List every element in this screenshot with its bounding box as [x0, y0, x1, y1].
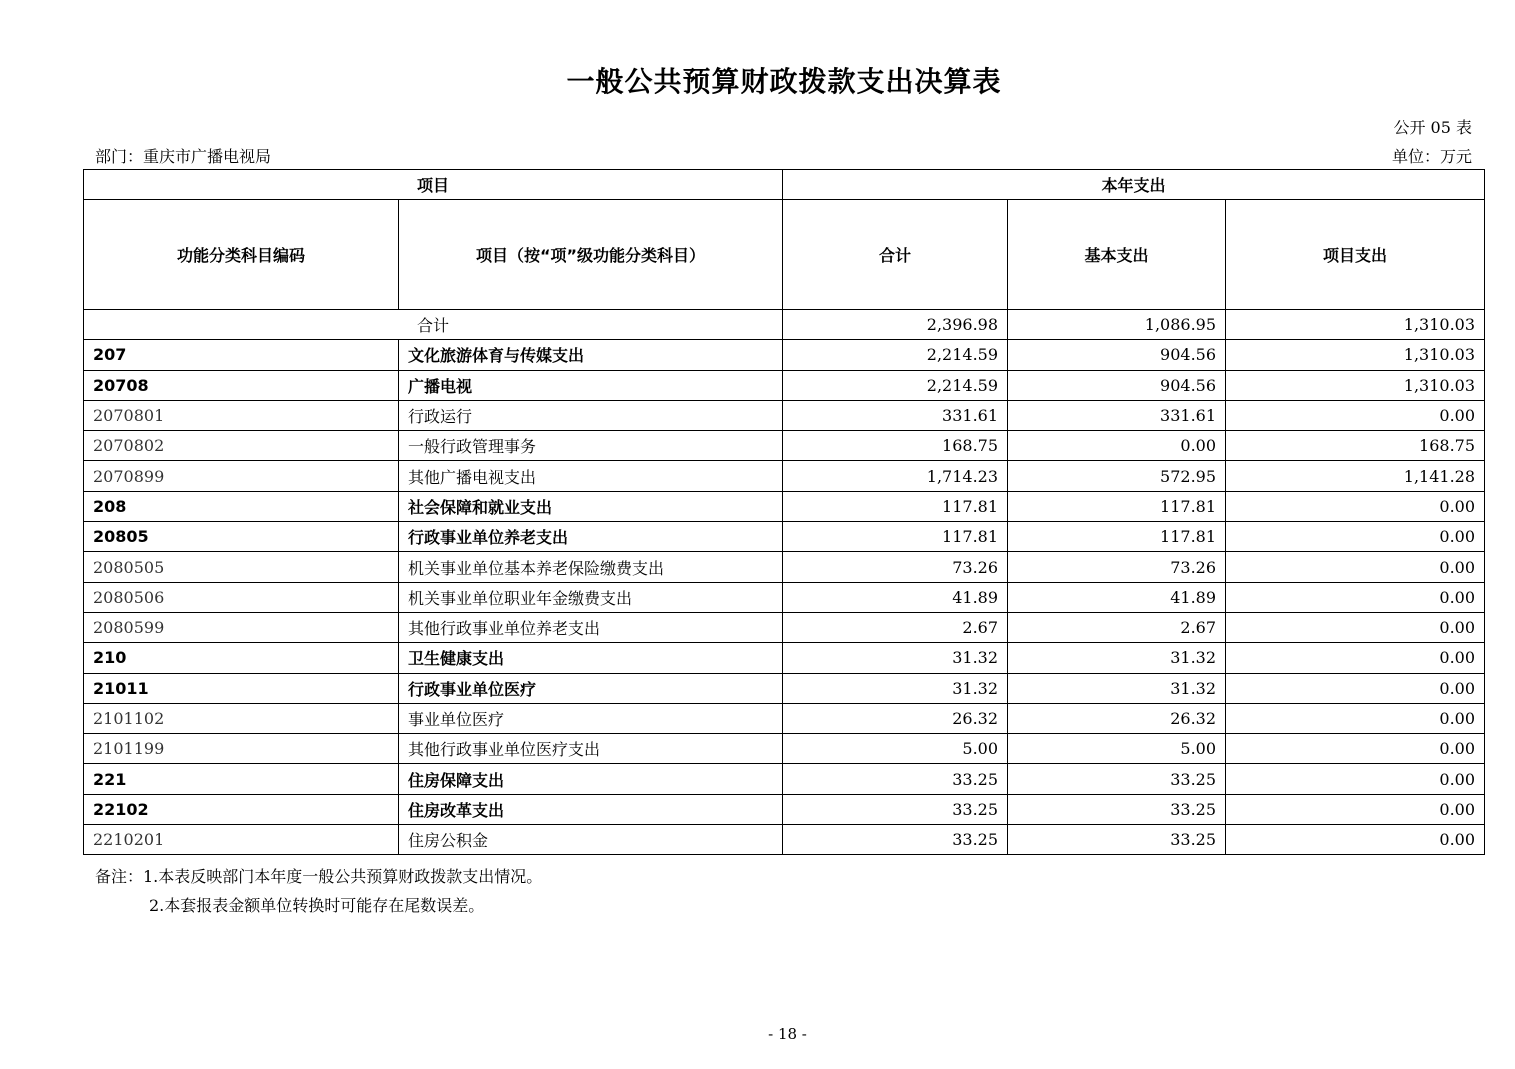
row-project: 0.00	[1226, 794, 1485, 824]
row-name: 其他行政事业单位医疗支出	[399, 734, 783, 764]
table-row	[84, 794, 1485, 824]
table-row	[84, 491, 1485, 521]
table-row	[84, 400, 1485, 430]
total-row	[84, 310, 1485, 340]
row-code: 2070899	[84, 461, 399, 491]
row-total: 117.81	[783, 522, 1008, 552]
total-sum: 2,396.98	[783, 310, 1008, 340]
row-basic: 41.89	[1008, 582, 1226, 612]
row-name: 机关事业单位职业年金缴费支出	[399, 582, 783, 612]
table-row	[84, 825, 1485, 855]
header-code: 功能分类科目编码	[84, 200, 399, 310]
row-basic: 5.00	[1008, 734, 1226, 764]
table-row	[84, 552, 1485, 582]
row-total: 2,214.59	[783, 340, 1008, 370]
row-project: 1,310.03	[1226, 340, 1485, 370]
row-name: 住房公积金	[399, 825, 783, 855]
table-row	[84, 431, 1485, 461]
row-code: 20708	[84, 370, 399, 400]
row-code: 21011	[84, 673, 399, 703]
row-total: 41.89	[783, 582, 1008, 612]
row-code: 2080599	[84, 612, 399, 642]
row-basic: 33.25	[1008, 825, 1226, 855]
row-total: 168.75	[783, 431, 1008, 461]
row-total: 33.25	[783, 825, 1008, 855]
row-code: 208	[84, 491, 399, 521]
row-total: 331.61	[783, 400, 1008, 430]
row-project: 0.00	[1226, 400, 1485, 430]
row-basic: 26.32	[1008, 703, 1226, 733]
header-name: 项目（按“项”级功能分类科目）	[399, 200, 783, 310]
row-total: 5.00	[783, 734, 1008, 764]
row-name: 其他行政事业单位养老支出	[399, 612, 783, 642]
row-total: 2.67	[783, 612, 1008, 642]
row-basic: 572.95	[1008, 461, 1226, 491]
total-project: 1,310.03	[1226, 310, 1485, 340]
row-code: 2101199	[84, 734, 399, 764]
expenditure-table	[83, 169, 1485, 855]
row-project: 1,310.03	[1226, 370, 1485, 400]
row-name: 文化旅游体育与传媒支出	[399, 340, 783, 370]
header-project: 项目	[84, 170, 783, 200]
table-row	[84, 703, 1485, 733]
header-basic: 基本支出	[1008, 200, 1226, 310]
row-project: 0.00	[1226, 734, 1485, 764]
row-total: 117.81	[783, 491, 1008, 521]
row-basic: 117.81	[1008, 491, 1226, 521]
row-project: 0.00	[1226, 612, 1485, 642]
row-basic: 117.81	[1008, 522, 1226, 552]
row-basic: 33.25	[1008, 794, 1226, 824]
row-basic: 33.25	[1008, 764, 1226, 794]
row-basic: 0.00	[1008, 431, 1226, 461]
row-code: 2080506	[84, 582, 399, 612]
row-code: 207	[84, 340, 399, 370]
row-name: 行政事业单位医疗	[399, 673, 783, 703]
row-project: 168.75	[1226, 431, 1485, 461]
row-basic: 31.32	[1008, 643, 1226, 673]
table-row	[84, 340, 1485, 370]
row-project: 0.00	[1226, 643, 1485, 673]
row-project: 0.00	[1226, 703, 1485, 733]
row-name: 住房保障支出	[399, 764, 783, 794]
table-row	[84, 734, 1485, 764]
row-code: 22102	[84, 794, 399, 824]
table-row	[84, 370, 1485, 400]
row-code: 2070802	[84, 431, 399, 461]
row-basic: 73.26	[1008, 552, 1226, 582]
row-code: 221	[84, 764, 399, 794]
row-project: 0.00	[1226, 673, 1485, 703]
row-code: 20805	[84, 522, 399, 552]
page-number: - 18 -	[768, 1025, 807, 1043]
row-code: 210	[84, 643, 399, 673]
form-number: 公开 05 表	[1393, 118, 1472, 137]
department-label: 部门：重庆市广播电视局	[95, 147, 272, 166]
table-row	[84, 673, 1485, 703]
row-project: 0.00	[1226, 582, 1485, 612]
row-name: 事业单位医疗	[399, 703, 783, 733]
row-basic: 904.56	[1008, 370, 1226, 400]
table-row	[84, 522, 1485, 552]
row-name: 机关事业单位基本养老保险缴费支出	[399, 552, 783, 582]
row-total: 31.32	[783, 643, 1008, 673]
row-name: 行政事业单位养老支出	[399, 522, 783, 552]
row-basic: 331.61	[1008, 400, 1226, 430]
row-basic: 904.56	[1008, 340, 1226, 370]
header-total: 合计	[783, 200, 1008, 310]
total-label: 合计	[84, 310, 783, 340]
notes	[95, 862, 542, 920]
row-total: 26.32	[783, 703, 1008, 733]
row-total: 73.26	[783, 552, 1008, 582]
row-code: 2070801	[84, 400, 399, 430]
row-total: 1,714.23	[783, 461, 1008, 491]
table-row	[84, 461, 1485, 491]
row-basic: 2.67	[1008, 612, 1226, 642]
row-project: 0.00	[1226, 764, 1485, 794]
table-row	[84, 612, 1485, 642]
table-row	[84, 643, 1485, 673]
header-project-exp: 项目支出	[1226, 200, 1485, 310]
row-name: 一般行政管理事务	[399, 431, 783, 461]
row-total: 33.25	[783, 794, 1008, 824]
row-name: 广播电视	[399, 370, 783, 400]
row-total: 31.32	[783, 673, 1008, 703]
total-basic: 1,086.95	[1008, 310, 1226, 340]
row-code: 2210201	[84, 825, 399, 855]
row-project: 0.00	[1226, 825, 1485, 855]
row-name: 住房改革支出	[399, 794, 783, 824]
row-name: 卫生健康支出	[399, 643, 783, 673]
row-name: 其他广播电视支出	[399, 461, 783, 491]
note-line-2: 2.本套报表金额单位转换时可能存在尾数误差。	[149, 896, 485, 915]
table-row	[84, 764, 1485, 794]
header-current-year: 本年支出	[783, 170, 1485, 200]
note-line-1: 备注：1.本表反映部门本年度一般公共预算财政拨款支出情况。	[95, 867, 543, 886]
row-project: 0.00	[1226, 522, 1485, 552]
row-project: 0.00	[1226, 491, 1485, 521]
page-title: 一般公共预算财政拨款支出决算表	[566, 65, 1002, 98]
row-code: 2080505	[84, 552, 399, 582]
row-name: 行政运行	[399, 400, 783, 430]
row-total: 2,214.59	[783, 370, 1008, 400]
row-total: 33.25	[783, 764, 1008, 794]
row-basic: 31.32	[1008, 673, 1226, 703]
row-project: 1,141.28	[1226, 461, 1485, 491]
row-code: 2101102	[84, 703, 399, 733]
table-row	[84, 582, 1485, 612]
row-project: 0.00	[1226, 552, 1485, 582]
unit-label: 单位：万元	[1391, 147, 1472, 166]
row-name: 社会保障和就业支出	[399, 491, 783, 521]
